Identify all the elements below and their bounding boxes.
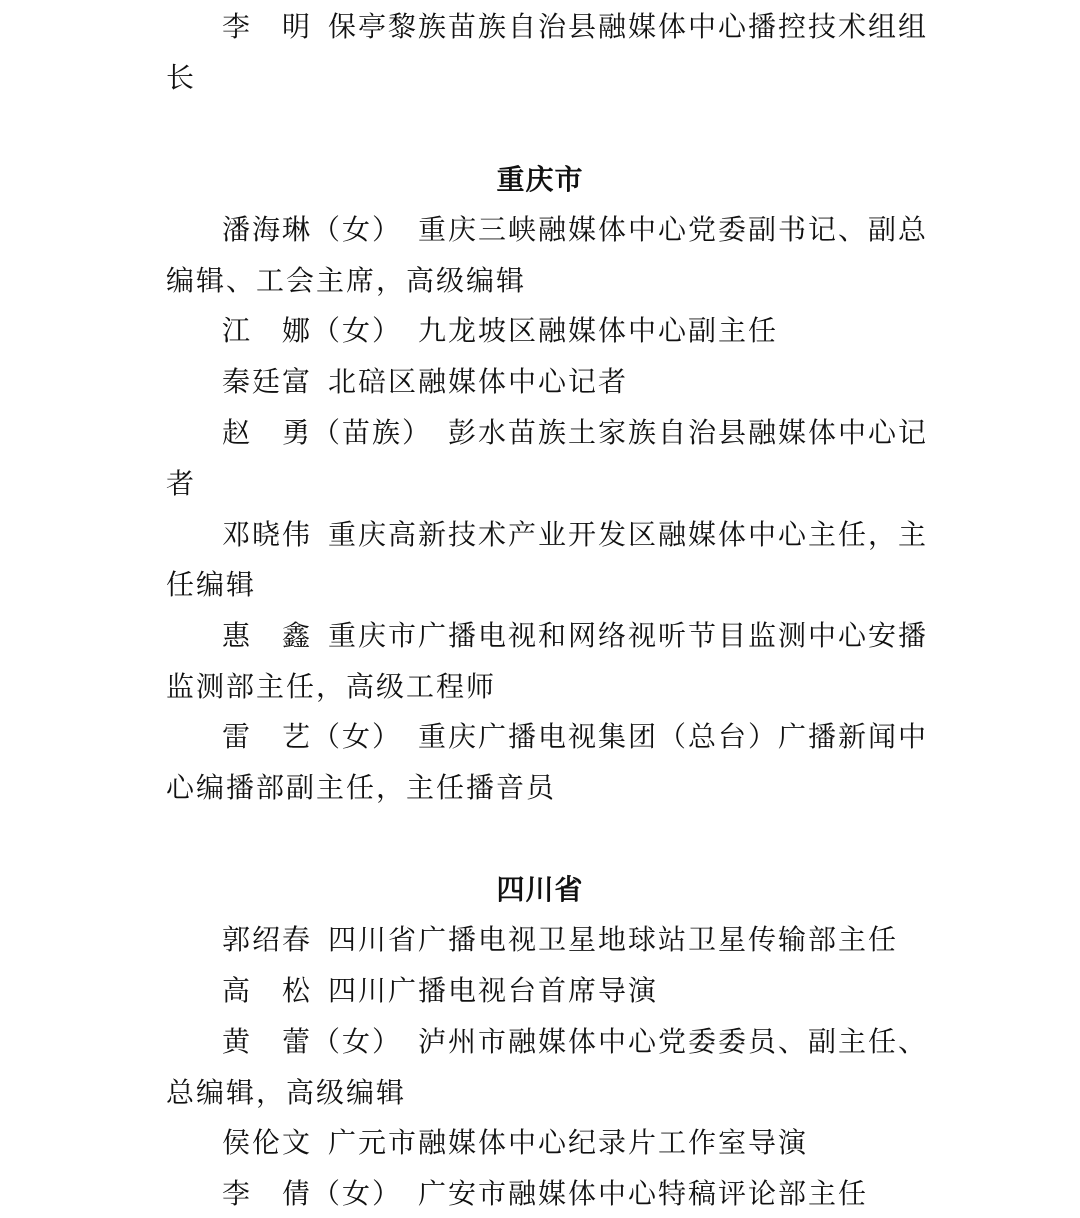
entry-line-continued: 总编辑，高级编辑 bbox=[166, 1076, 407, 1109]
entry-text: 四川省广播电视卫星地球站卫星传输部主任 bbox=[328, 923, 899, 956]
entry-line bbox=[222, 974, 658, 1008]
entry-name: 侯伦文 bbox=[222, 1126, 313, 1159]
entry-text: 重庆三峡融媒体中心党委副书记、副总 bbox=[418, 213, 929, 246]
entry-name: 雷 艺（女） bbox=[222, 720, 403, 753]
entry-text: 广元市融媒体中心纪录片工作室导演 bbox=[328, 1126, 809, 1159]
entry-text: 泸州市融媒体中心党委委员、副主任、 bbox=[418, 1025, 929, 1058]
entry-line-continued: 编辑、工会主席，高级编辑 bbox=[166, 264, 527, 297]
entry-line-continued: 心编播部副主任，主任播音员 bbox=[166, 771, 557, 804]
entry-line bbox=[222, 365, 628, 399]
entry-name: 邓晓伟 bbox=[222, 518, 313, 551]
section-heading-sichuan: 四川省 bbox=[496, 873, 584, 906]
entry-line bbox=[222, 518, 928, 552]
entry-name: 黄 蕾（女） bbox=[222, 1025, 403, 1058]
entry-li-ming-line2: 长 bbox=[166, 61, 197, 94]
entry-line bbox=[222, 213, 928, 247]
entry-line bbox=[222, 619, 928, 653]
entry-line bbox=[222, 923, 898, 957]
entry-name: 江 娜（女） bbox=[222, 314, 403, 347]
entry-line-continued: 任编辑 bbox=[166, 568, 257, 601]
entry-text: 重庆广播电视集团（总台）广播新闻中 bbox=[418, 720, 929, 753]
entry-line bbox=[222, 416, 928, 450]
entry-name: 秦廷富 bbox=[222, 365, 313, 398]
entry-line bbox=[222, 1126, 808, 1160]
entry-line-continued: 监测部主任，高级工程师 bbox=[166, 670, 497, 703]
entry-text: 广安市融媒体中心特稿评论部主任 bbox=[418, 1177, 869, 1210]
entry-text: 北碚区融媒体中心记者 bbox=[328, 365, 629, 398]
entry-line-continued: 者 bbox=[166, 467, 197, 500]
entry-name: 李 明 bbox=[222, 10, 313, 43]
entry-text: 重庆高新技术产业开发区融媒体中心主任，主 bbox=[328, 518, 929, 551]
entry-li-ming-line1 bbox=[222, 10, 928, 44]
entry-text: 彭水苗族土家族自治县融媒体中心记 bbox=[448, 416, 929, 449]
entry-name: 赵 勇（苗族） bbox=[222, 416, 433, 449]
entry-name: 郭绍春 bbox=[222, 923, 313, 956]
entry-name: 潘海琳（女） bbox=[222, 213, 403, 246]
section-heading-chongqing: 重庆市 bbox=[496, 163, 584, 196]
entry-line bbox=[222, 720, 928, 754]
entry-text: 九龙坡区融媒体中心副主任 bbox=[418, 314, 779, 347]
entry-line bbox=[222, 314, 778, 348]
entry-text: 保亭黎族苗族自治县融媒体中心播控技术组组 bbox=[328, 10, 929, 43]
entry-text: 四川广播电视台首席导演 bbox=[328, 974, 659, 1007]
entry-name: 惠 鑫 bbox=[222, 619, 313, 652]
entry-text: 重庆市广播电视和网络视听节目监测中心安播 bbox=[328, 619, 929, 652]
entry-name: 高 松 bbox=[222, 974, 313, 1007]
entry-line bbox=[222, 1025, 928, 1059]
entry-name: 李 倩（女） bbox=[222, 1177, 403, 1210]
entry-line bbox=[222, 1177, 868, 1211]
